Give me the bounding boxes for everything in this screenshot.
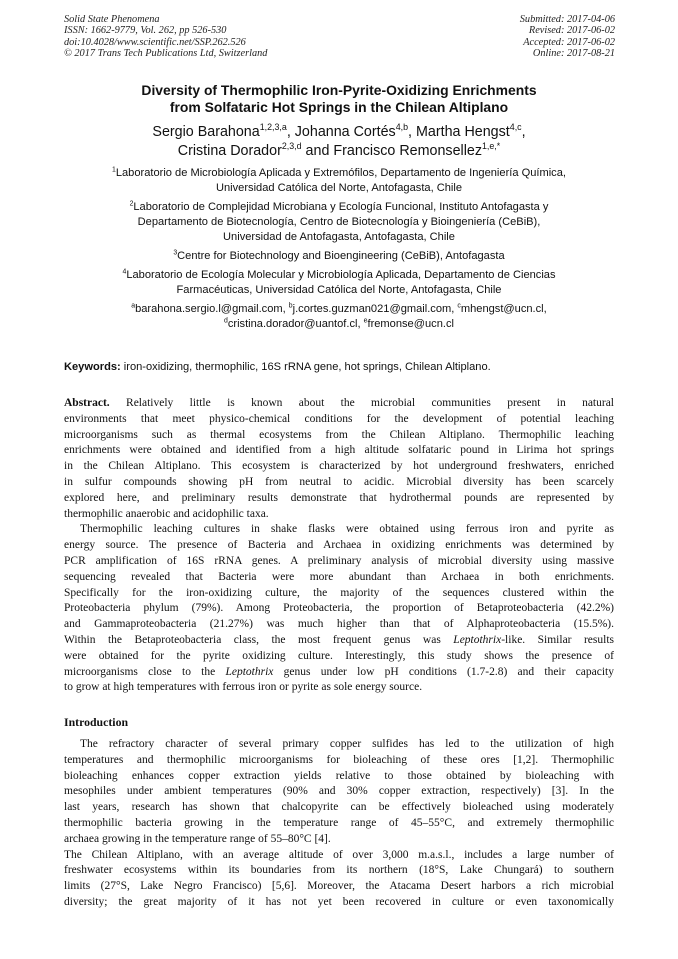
title-line-2: from Solfataric Hot Springs in the Chilean Altiplano <box>169 99 509 115</box>
affiliation-line <box>60 200 618 215</box>
title-line-1: Diversity of Thermophilic Iron-Pyrite-Oxidizing Enrichments <box>141 82 537 98</box>
abstract-text: Within the Betaproteobacteria class, the most frequent genus was <box>64 633 454 646</box>
affiliation-4 <box>60 268 618 298</box>
intro-line: thermophilic bacteria growing in the temperature range of 45–55°C, and extremely thermophilic <box>64 816 614 829</box>
author-affil-mark: 1,e,* <box>481 141 501 152</box>
keywords <box>64 360 616 374</box>
author-name: Cristina Dorador <box>177 143 282 159</box>
author-affil-mark: 2,3,d <box>281 141 302 152</box>
section-heading-introduction: Introduction <box>64 715 129 729</box>
date-online: Online: 2017-08-21 <box>532 48 615 60</box>
affiliation-line: Universidad Católica del Norte, Antofagasta, Chile <box>215 182 463 194</box>
author-name: Sergio Barahona <box>152 124 260 140</box>
affiliation-number: 1 <box>112 166 116 174</box>
email-line-1 <box>60 302 618 317</box>
date-submitted: Submitted: 2017-04-06 <box>519 14 615 25</box>
journal-info <box>64 14 267 60</box>
author-separator: , <box>521 124 526 140</box>
affiliation-line <box>60 166 618 181</box>
author-name: Johanna Cortés <box>294 124 396 140</box>
affiliation-number: 4 <box>122 268 127 276</box>
affiliations <box>60 166 618 332</box>
abstract-line: Thermophilic leaching cultures in shake flasks were obtained using ferrous iron and pyrite as <box>80 523 614 536</box>
keywords-text: iron-oxidizing, thermophilic, 16S rRNA gene, hot springs, Chilean Altiplano. <box>120 361 491 373</box>
date-revised: Revised: 2017-06-02 <box>528 25 615 37</box>
abstract-line <box>64 633 614 649</box>
intro-line: freshwater ecosystems within its boundaries from its northern (18°S, Lake Chungará) to southern <box>64 864 614 877</box>
email-link[interactable]: j.cortes.guzman021@gmail.com, <box>292 303 458 315</box>
abstract-line: to grow at high temperatures with ferrous iron or pyrite as sole energy source. <box>64 681 423 694</box>
date-accepted: Accepted: 2017-06-02 <box>523 36 615 48</box>
abstract-line: were obtained for the pyrite oxidizing culture. Interestingly, this study shows the presence of <box>64 649 614 662</box>
affiliation-line <box>60 249 618 264</box>
abstract-text: Relatively little is known about the microbial communities present in natural <box>109 397 614 409</box>
affiliation-text: Laboratorio de Complejidad Microbiana y Ecología Funcional, Instituto Antofagasta y <box>133 201 549 213</box>
intro-line: The Chilean Altiplano, with an average altitude of over 3,000 m.a.s.l., includes a large number of <box>64 848 614 861</box>
author-name: Francisco Remonsellez <box>333 143 482 159</box>
affiliation-number: 3 <box>173 249 178 257</box>
keywords-label: Keywords: <box>64 361 121 373</box>
abstract-line: Specifically for the iron-oxidizing culture, the majority of the sequences clustered within the <box>64 586 614 599</box>
author-affil-mark: 4,b <box>395 122 409 133</box>
author-separator: and <box>301 143 334 159</box>
author-separator: , <box>286 124 295 140</box>
email-mark: e <box>363 317 368 325</box>
abstract-line: thermophilic anaerobic and acidophilic taxa. <box>64 507 269 520</box>
affiliation-line: Departamento de Biotecnología, Centro de Biotecnología y Bioingeniería (CeBiB), <box>137 216 541 228</box>
author-name: Martha Hengst <box>415 124 510 140</box>
affiliation-2 <box>60 200 618 245</box>
intro-line: diversity; the great majority of it has not yet been recovered in culture or even taxonomically <box>64 895 614 908</box>
affiliation-line: Universidad de Antofagasta, Antofagasta, Chile <box>223 231 455 243</box>
intro-line: bioleaching enhances copper extraction yields relative to those obtained by bioleaching with <box>64 769 614 782</box>
affiliation-text: Centre for Biotechnology and Bioengineering (CeBiB), Antofagasta <box>177 250 505 262</box>
journal-doi: doi:10.4028/www.scientific.net/SSP.262.526 <box>64 36 246 48</box>
email-mark: a <box>131 302 136 310</box>
affiliation-line: Farmacéuticas, Universidad Católica del Norte, Antofagasta, Chile <box>176 284 502 296</box>
email-mark: d <box>224 317 228 325</box>
intro-line: mesophiles under ambient temperatures (90% and 30% copper extraction, respectively) [3]. In the <box>64 785 614 798</box>
email-link[interactable]: mhengst@ucn.cl, <box>460 303 547 315</box>
intro-line: limits (27°S, Lake Negro Francisco) [5,6]. Moreover, the Atacama Desert harbors a rich microbial <box>64 880 614 893</box>
abstract-line: energy source. The presence of Bacteria and Archaea in oxidizing enrichments was determined by <box>64 539 614 552</box>
email-mark: b <box>288 302 293 310</box>
author-affil-mark: 1,2,3,a <box>259 122 287 133</box>
abstract <box>64 396 614 696</box>
abstract-line: PCR amplification of 16S rRNA genes. A preliminary analysis of microbial diversity using massive <box>64 554 614 567</box>
intro-line: last years, research has shown that chalcopyrite can be effectively bioleached using moderately <box>64 801 614 814</box>
intro-line: temperatures and thermophilic microorganisms for bioleaching of these ores [1,2]. Thermophilic <box>64 753 614 766</box>
author-affil-mark: 4,c <box>509 122 522 133</box>
intro-line: The refractory character of several primary copper sulfides has led to the utilization of high <box>80 738 614 750</box>
abstract-line: and Gammaproteobacteria (21.27%) was much higher than that of Alphaproteobacteria (15.5%). <box>64 618 614 631</box>
abstract-line: Proteobacteria phylum (79%). Among Proteobacteria, the proportion of Betaproteobacteria (42.2%) <box>64 602 614 615</box>
affiliation-line <box>60 268 618 283</box>
publication-dates <box>520 14 615 60</box>
abstract-line <box>64 665 614 681</box>
affiliation-1 <box>60 166 618 196</box>
abstract-text: genus under low pH conditions (1.7-2.8) and their capacity <box>273 665 614 678</box>
abstract-text: microorganisms close to the <box>64 665 226 678</box>
author-line-1 <box>40 123 638 142</box>
abstract-text: -like. Similar results <box>501 633 614 646</box>
abstract-line: environments that meet physico-chemical conditions for the development of potential leaching <box>64 412 614 425</box>
author-emails <box>60 302 618 332</box>
abstract-line: sequencing revealed that Bacteria were more abundant than Archaea in both enrichments. <box>64 570 614 583</box>
affiliation-number: 2 <box>129 200 134 208</box>
affiliation-text: Laboratorio de Ecología Molecular y Microbiología Aplicada, Departamento de Ciencias <box>126 269 556 281</box>
email-line-2 <box>60 317 618 332</box>
introduction-body <box>64 737 614 911</box>
affiliation-3 <box>60 249 618 264</box>
email-link[interactable]: barahona.sergio.l@gmail.com, <box>135 303 289 315</box>
abstract-line: explored here, and preliminary results demonstrate that hydrothermal pounds are represented by <box>64 491 614 504</box>
affiliation-text: Laboratorio de Microbiología Aplicada y Extremófilos, Departamento de Ingeniería Química, <box>115 167 566 179</box>
abstract-line: microorganisms such as thermal ecosystems from the Chilean Altiplano. Thermophilic leaching <box>64 428 614 441</box>
author-list <box>40 123 638 161</box>
email-link[interactable]: fremonse@ucn.cl <box>367 318 454 330</box>
genus-name: Leptothrix <box>453 633 502 646</box>
abstract-line: in sulfur compounds showing pH from neutral to acidic. Microbial diversity has been scarcely <box>64 475 614 488</box>
email-link[interactable]: cristina.dorador@uantof.cl, <box>227 318 364 330</box>
abstract-label: Abstract. <box>64 397 110 409</box>
journal-name: Solid State Phenomena <box>64 14 160 25</box>
abstract-line: in the Chilean Altiplano. This ecosystem is characterized by hot underground freshwaters, enriched <box>64 460 614 473</box>
paper-title <box>40 82 638 116</box>
intro-line: archaea growing in the temperature range of 55–80°C [4]. <box>64 832 331 845</box>
email-mark: c <box>457 302 461 310</box>
author-separator: , <box>408 124 416 140</box>
journal-issn: ISSN: 1662-9779, Vol. 262, pp 526-530 <box>64 25 227 37</box>
journal-copyright: © 2017 Trans Tech Publications Ltd, Switzerland <box>64 48 268 60</box>
author-line-2 <box>40 142 638 161</box>
genus-name: Leptothrix <box>225 665 274 678</box>
abstract-line <box>64 396 614 412</box>
abstract-line: enrichments were obtained and identified from a high altitude solfataric pound in Lirima hot springs <box>64 444 614 457</box>
